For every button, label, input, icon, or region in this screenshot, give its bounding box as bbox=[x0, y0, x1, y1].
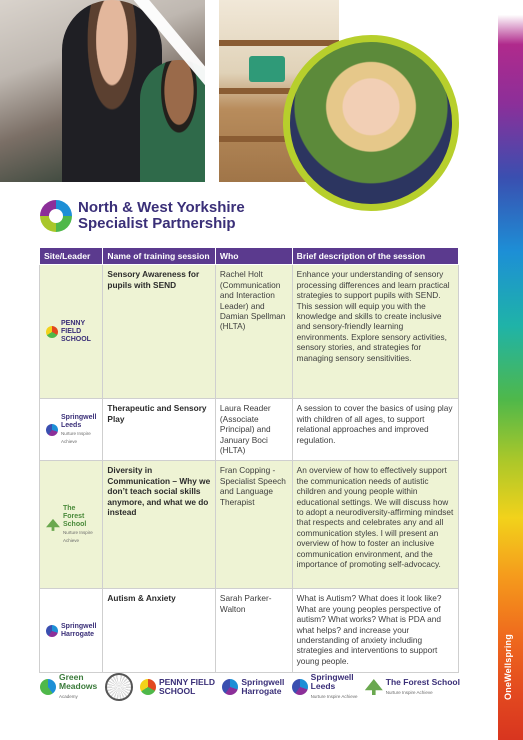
session-name-cell: Diversity in Communication – Why we don’t teach social skills anymore, and what we do instead bbox=[103, 461, 216, 589]
storage-box bbox=[249, 56, 285, 82]
forest-school-logo bbox=[46, 505, 96, 545]
site-name-line1: Springwell bbox=[61, 622, 97, 630]
description-cell: A session to cover the basics of using play with children of all ages, to support relational approaches and improved regulation. bbox=[292, 399, 458, 461]
springwell-icon bbox=[292, 679, 308, 695]
forest-school-footer-logo bbox=[365, 678, 460, 697]
footer-logo-line2: SCHOOL bbox=[158, 686, 196, 696]
session-name-cell: Autism & Anxiety bbox=[103, 589, 216, 673]
session-name-cell: Sensory Awareness for pupils with SEND bbox=[103, 265, 216, 399]
footer-logo-line1: Springwell bbox=[310, 672, 354, 682]
footer-logo-sub: Nurture Inspire Achieve bbox=[310, 694, 358, 699]
seal-icon bbox=[105, 673, 133, 701]
description-cell: What is Autism? What does it look like? What are young peoples perspective of autism? What works? What is PDA and what helps? and increase your understanding of anxiety including strategies and interventions to support young people. bbox=[292, 589, 458, 673]
table-header-row bbox=[40, 248, 459, 265]
springwell-icon bbox=[46, 424, 58, 436]
springwell-leeds-logo bbox=[46, 414, 96, 446]
training-sessions-table bbox=[39, 247, 459, 673]
footer-logo-line2: Harrogate bbox=[241, 686, 282, 696]
penny-field-footer-logo bbox=[140, 678, 215, 696]
footer-logo-text bbox=[59, 673, 97, 701]
site-logo-text bbox=[61, 414, 96, 446]
table-row bbox=[40, 399, 459, 461]
table-row bbox=[40, 589, 459, 673]
green-meadows-icon bbox=[40, 679, 56, 695]
onewellspring-brand: OneWellspring bbox=[503, 634, 513, 700]
header-who: Who bbox=[215, 248, 292, 265]
partnership-name-line1: North & West Yorkshire bbox=[78, 199, 245, 216]
who-cell: Sarah Parker-Walton bbox=[215, 589, 292, 673]
shelf bbox=[219, 40, 339, 46]
site-name-line2: SCHOOL bbox=[61, 335, 91, 343]
partnership-icon bbox=[40, 200, 72, 232]
site-logo-text bbox=[61, 320, 96, 344]
site-tagline: Nurture Inspire Achieve bbox=[61, 430, 91, 444]
penny-field-icon bbox=[140, 679, 156, 695]
rainbow-side-strip bbox=[498, 0, 523, 740]
penny-field-icon bbox=[46, 326, 58, 338]
decorative-divider bbox=[205, 0, 219, 190]
site-name-line2: Leeds bbox=[61, 421, 82, 429]
photo-girl-circle bbox=[283, 35, 459, 211]
footer-logo-strip bbox=[40, 672, 460, 702]
footer-logo-text bbox=[311, 673, 358, 701]
springwell-harrogate-footer-logo bbox=[222, 678, 284, 696]
tree-icon bbox=[46, 519, 60, 531]
footer-logo-line1: Green bbox=[59, 672, 84, 682]
partnership-name bbox=[78, 200, 245, 232]
site-tagline: Nurture Inspire Achieve bbox=[63, 529, 93, 543]
session-name-cell: Therapeutic and Sensory Play bbox=[103, 399, 216, 461]
header-site-leader: Site/Leader bbox=[40, 248, 103, 265]
site-name-line1: The Forest School bbox=[63, 504, 87, 528]
site-logo-text bbox=[61, 623, 96, 639]
table-row bbox=[40, 461, 459, 589]
footer-logo-line2: Leeds bbox=[310, 681, 336, 691]
site-logo-text bbox=[63, 505, 96, 545]
footer-logo-line1: The Forest School bbox=[385, 676, 460, 687]
footer-logo-sub: Academy bbox=[59, 694, 78, 699]
footer-logo-text bbox=[386, 678, 460, 697]
penny-field-logo bbox=[46, 320, 96, 344]
header-session-name: Name of training session bbox=[103, 248, 216, 265]
tree-icon bbox=[365, 679, 383, 695]
footer-logo-line1: Springwell bbox=[241, 677, 285, 687]
site-cell bbox=[40, 399, 103, 461]
description-cell: Enhance your understanding of sensory processing differences and learn practical strategies to support pupils with SEND. This session will equip you with the knowledge and skills to create inclusive and sensory-friendly learning environments. Explore sensory activities, sensory stories, and strategies for managing sensory sensitivities. bbox=[292, 265, 458, 399]
springwell-harrogate-logo bbox=[46, 623, 96, 639]
footer-logo-text bbox=[241, 678, 284, 696]
table-row bbox=[40, 265, 459, 399]
description-cell: An overview of how to effectively support the communication needs of autistic children and young people within educational settings. We will discuss how to adopt a neurodiversity-affirming mindset that respects and celebrates any and all communication styles. I will present an overview of how to foster an inclusive communication environment, and the importance of promoting self-advocacy. bbox=[292, 461, 458, 589]
site-cell bbox=[40, 265, 103, 399]
site-name-line2: Harrogate bbox=[61, 630, 95, 638]
site-name-line1: Springwell bbox=[61, 413, 97, 421]
site-cell bbox=[40, 461, 103, 589]
footer-logo-text bbox=[159, 678, 215, 696]
springwell-icon bbox=[222, 679, 238, 695]
who-cell: Rachel Holt (Communication and Interaction Leader) and Damian Spellman (HLTA) bbox=[215, 265, 292, 399]
photo-teacher-and-child bbox=[0, 0, 215, 182]
who-cell: Laura Reader (Associate Principal) and January Boci (HLTA) bbox=[215, 399, 292, 461]
partnership-name-line2: Specialist Partnership bbox=[78, 215, 236, 232]
site-name-line1: PENNY FIELD bbox=[61, 319, 85, 335]
footer-logo-sub: Nurture Inspire Achieve bbox=[385, 689, 433, 695]
partnership-logo bbox=[40, 200, 245, 232]
springwell-leeds-footer-logo bbox=[292, 673, 358, 701]
footer-logo-line2: Meadows bbox=[59, 681, 98, 691]
green-meadows-logo bbox=[40, 673, 97, 701]
site-cell bbox=[40, 589, 103, 673]
who-cell: Fran Copping - Specialist Speech and Language Therapist bbox=[215, 461, 292, 589]
springwell-icon bbox=[46, 625, 58, 637]
footer-logo-line1: PENNY FIELD bbox=[158, 677, 215, 687]
header-description: Brief description of the session bbox=[292, 248, 458, 265]
